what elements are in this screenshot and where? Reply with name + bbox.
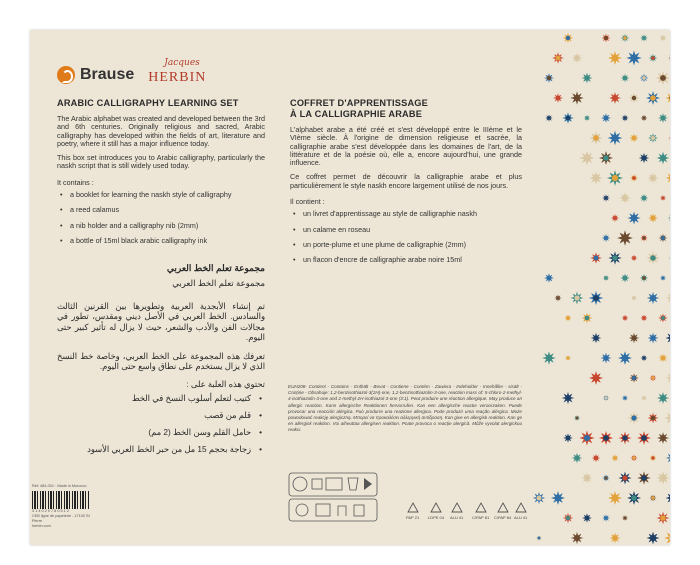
pattern-tile <box>606 169 624 187</box>
brause-wordmark: Brause <box>80 66 135 83</box>
pattern-tile <box>600 112 612 124</box>
french-title <box>290 98 522 120</box>
pattern-tile <box>579 150 596 167</box>
pattern-tile <box>640 354 649 363</box>
recycle-icon <box>406 502 419 520</box>
pattern-tile <box>649 374 658 383</box>
pattern-tile <box>601 233 611 243</box>
maker-line: CEB ligne de papeterie - 17100 St Pierre <box>32 514 90 523</box>
pattern-tile <box>543 72 555 84</box>
pattern-tile <box>640 394 648 402</box>
pattern-tile <box>561 111 574 124</box>
pattern-tile <box>570 291 585 306</box>
pattern-tile <box>646 171 659 184</box>
pattern-tile <box>659 194 667 202</box>
list-item: • un calame en roseau <box>290 226 522 234</box>
pattern-tile <box>665 331 671 346</box>
pattern-tile <box>541 350 557 366</box>
recycle-icon <box>494 502 511 520</box>
pattern-tile <box>667 213 670 223</box>
pattern-tile <box>543 272 555 284</box>
pattern-tile <box>665 451 670 465</box>
arabic-paragraph-2: تعرفك هذه المجموعة على الخط العربي، وخاصة خط النسخ الذي لا يزال يستخدم على نطاق واسع حتى اليوم. <box>57 350 265 372</box>
pattern-tile <box>607 130 624 147</box>
french-contains-label: Il contient : <box>290 197 325 207</box>
packaging-note: Ref: 484-001 · Made in Morocco <box>32 484 87 488</box>
pattern-tile <box>535 534 544 543</box>
pattern-tile <box>636 470 652 486</box>
pattern-tile <box>609 532 622 545</box>
pattern-tile <box>554 294 563 303</box>
pattern-tile <box>665 491 670 506</box>
pattern-tile <box>598 430 614 446</box>
pattern-tile <box>610 453 620 463</box>
pattern-tile <box>647 412 660 425</box>
pattern-tile <box>562 32 574 44</box>
pattern-tile <box>620 73 631 84</box>
pattern-tile <box>601 473 610 482</box>
english-paragraph-1: The Arabic alphabet was created and developed between the 3rd and 6th centuries. Originally religious and sacred, Arabic calligraphy has developed within the fields of art, literature and poetry, where it still has a major influence today. <box>57 114 265 148</box>
pattern-tile <box>607 50 623 66</box>
pattern-tile <box>665 371 670 385</box>
pattern-tile <box>571 52 583 64</box>
pattern-tile <box>630 254 639 263</box>
arabic-item-list <box>57 393 265 454</box>
pattern-tile <box>608 91 622 105</box>
pattern-tile <box>590 332 603 345</box>
pattern-tile <box>646 531 661 546</box>
arabic-section <box>57 262 265 461</box>
list-item: • كتيب لتعلم أسلوب النسخ في الخط <box>57 393 265 403</box>
pattern-tile <box>658 233 669 244</box>
recycle-label: C/PAP 84 <box>494 515 512 520</box>
pattern-tile <box>562 432 573 443</box>
sorting-pictogram-icon <box>288 472 378 522</box>
pattern-tile <box>573 414 581 422</box>
pattern-tile <box>628 372 639 383</box>
recycle-label: PAP 21 <box>406 515 420 520</box>
pattern-tile <box>589 251 603 265</box>
pattern-tile <box>602 274 611 283</box>
french-item-list <box>290 210 522 264</box>
pattern-tile <box>630 454 639 463</box>
recycle-label: LDPE 04 <box>428 515 445 520</box>
pattern-tile <box>581 512 593 524</box>
pattern-tile <box>621 314 630 323</box>
pattern-tile <box>602 394 610 402</box>
pattern-tile <box>657 112 669 124</box>
pattern-tile <box>625 49 642 66</box>
pattern-tile <box>656 511 670 526</box>
pattern-tile <box>664 410 671 427</box>
recycle-icon <box>428 502 444 520</box>
pattern-tile <box>620 273 631 284</box>
pattern-tile <box>667 133 670 142</box>
list-item: • a reed calamus <box>57 206 265 214</box>
pattern-tile <box>648 53 658 63</box>
pattern-tile <box>600 352 613 365</box>
brause-logo-icon <box>57 66 75 84</box>
pattern-tile <box>665 91 671 106</box>
product-box <box>30 30 670 545</box>
pattern-tile <box>645 250 661 266</box>
pattern-tile <box>580 471 593 484</box>
pattern-tile <box>578 429 595 446</box>
recycling-symbols <box>288 472 528 522</box>
pattern-tile <box>647 212 658 223</box>
pattern-tile <box>649 494 658 503</box>
pattern-tile <box>601 513 611 523</box>
french-paragraph-2: Ce coffret permet de découvrir la calligraphie arabe et plus particulièrement le style naskh encore largement utilisé de nos jours. <box>290 172 522 190</box>
pattern-tile <box>618 191 632 205</box>
pattern-tile <box>569 90 584 105</box>
english-contains-label: It contains : <box>57 177 94 187</box>
french-title-line-2: À LA CALLIGRAPHIE ARABE <box>290 109 423 119</box>
pattern-tile <box>626 210 641 225</box>
pattern-tile <box>544 113 554 123</box>
pattern-tile <box>640 114 649 123</box>
pattern-tile <box>629 173 639 183</box>
recycle-icon <box>450 502 463 520</box>
pattern-tile <box>532 491 546 505</box>
pattern-tile <box>655 470 670 485</box>
pattern-tile <box>618 431 633 446</box>
pattern-tile <box>617 470 632 485</box>
pattern-tile <box>628 92 641 105</box>
pattern-tile <box>617 350 633 366</box>
list-item: • زجاجة بحجم 15 مل من حبر الخط العربي الأسود <box>57 444 265 454</box>
pattern-tile <box>601 33 612 44</box>
pattern-tile <box>571 452 583 464</box>
pattern-tile <box>607 490 623 506</box>
pattern-tile <box>583 114 592 123</box>
barcode-area <box>32 484 92 529</box>
english-section <box>57 98 265 252</box>
pattern-tile <box>550 490 566 506</box>
barcode <box>32 491 90 509</box>
pattern-tile <box>639 313 648 322</box>
zellige-pattern <box>522 30 670 545</box>
pattern-tile <box>621 514 629 522</box>
pattern-tile <box>564 354 572 362</box>
recycle-label: C/PAP 81 <box>472 515 490 520</box>
pattern-tile <box>656 431 670 445</box>
list-item: • a bottle of 15ml black arabic calligraphy ink <box>57 237 265 245</box>
pattern-tile <box>627 411 642 426</box>
pattern-tile <box>630 294 638 302</box>
website: herbin.com <box>32 524 51 528</box>
pattern-tile <box>561 391 575 405</box>
pattern-tile <box>598 150 614 166</box>
pattern-tile <box>646 291 660 305</box>
pattern-tile <box>665 291 670 305</box>
pattern-tile <box>655 70 670 87</box>
pattern-tile <box>562 512 574 524</box>
pattern-tile <box>638 152 650 164</box>
french-section <box>290 98 522 272</box>
barcode-digits: 3 1 4 0 2 0 7 8 0 5 1 2 <box>32 509 69 513</box>
list-item: • a booklet for learning the naskh style of calligraphy <box>57 191 265 199</box>
pattern-tile <box>581 312 594 325</box>
pattern-tile <box>647 132 659 144</box>
pattern-tile <box>639 193 650 204</box>
pattern-tile <box>588 370 604 386</box>
pattern-tile <box>570 531 584 545</box>
pattern-tile <box>621 394 629 402</box>
pattern-tile <box>639 33 649 43</box>
pattern-tile <box>616 229 634 247</box>
pattern-tile <box>668 254 670 263</box>
pattern-tile <box>658 33 667 42</box>
pattern-tile <box>610 213 620 223</box>
pattern-tile <box>607 250 622 265</box>
pattern-tile <box>667 53 670 62</box>
pattern-tile <box>581 72 594 85</box>
recycle-icon <box>472 502 489 520</box>
pattern-tile <box>639 73 650 84</box>
english-paragraph-2: This box set introduces you to Arabic calligraphy, particularly the naskh script that is still widely used today. <box>57 153 265 171</box>
english-item-list <box>57 191 265 245</box>
pattern-tile <box>620 33 630 43</box>
pattern-tile <box>647 332 660 345</box>
pattern-tile <box>636 430 652 446</box>
pattern-tile <box>639 273 649 283</box>
pattern-tile <box>626 490 642 506</box>
allergen-warning: EUH208- Contient - Contains - Enthält - Bevat - Contiene - Contém - Zawiera - Indeholder - Innehåller - sisält - Conține - Obsahuje: 1,2-benzisothiazol-3(2H)-one, 1,2-benzisothiazolin-3-one, reaction mass of: 5-chloro-2-methyl-4-isothiazolin-3-one and 2-methyl-2H-isothiazol-3-one (3:1). Peut produire une réaction allergique. May produce an allergic reaction. Kann allergische Reaktionen hervorrufen. Kan een allergische reactie veroorzaken. Puede provocar una reacción alérgica. Può produrre una reazione allergica. Pode produzir uma reação alérgica. Może powodować reakcję alergiczną. Μπορεί να προκαλέσει αλλεργική αντίδραση. Kan give en allergisk reaktion. Kan ge en allergisk reaktion. Voi aiheuttaa allergisen reaktion. Poate provoca o reacție alergică. Může vyvolat alergickou reakci. <box>288 384 522 433</box>
arabic-subtitle: مجموعة تعلم الخط العربي <box>172 278 265 288</box>
english-title: ARABIC CALLIGRAPHY LEARNING SET <box>57 98 239 108</box>
french-title-line-1: COFFRET D'APPRENTISSAGE <box>290 98 428 108</box>
pattern-tile <box>552 92 564 104</box>
arabic-title: مجموعة تعلم الخط العربي <box>166 263 265 273</box>
brand-logos <box>57 58 212 88</box>
list-item: • حامل القلم وسن الخط (2 مم) <box>57 427 265 437</box>
pattern-tile <box>563 313 572 322</box>
pattern-tile <box>649 454 658 463</box>
list-item: • a nib holder and a calligraphy nib (2mm) <box>57 222 265 230</box>
pattern-tile <box>656 151 670 166</box>
pattern-tile <box>658 353 669 364</box>
pattern-tile <box>639 233 649 243</box>
pattern-tile <box>588 170 603 185</box>
recycle-label: ALU 41 <box>450 515 464 520</box>
list-item: • قلم من قصب <box>57 410 265 420</box>
pattern-tile <box>620 113 629 122</box>
herbin-logo <box>148 58 212 88</box>
pattern-tile <box>551 51 565 65</box>
french-paragraph-1: L'alphabet arabe a été créé et s'est développé entre le IIIème et le VIème siècle. À l'origine de dimension religieuse et sacrée, la calligraphie arabe s'est développée dans les domaines de l'art, de la littérature et de la poésie où, elle a, encore aujourd'hui, une grande influence. <box>290 125 522 168</box>
pattern-tile <box>588 290 604 306</box>
pattern-tile <box>588 130 603 145</box>
pattern-tile <box>656 391 670 405</box>
pattern-tile <box>663 529 670 545</box>
pattern-tile <box>665 171 670 186</box>
herbin-wordmark: HERBIN <box>148 70 207 85</box>
recycle-label: ALU 41 <box>514 515 528 520</box>
pattern-tile <box>645 90 661 106</box>
herbin-script: Jacques <box>164 58 200 68</box>
pattern-tile <box>601 193 611 203</box>
pattern-tile <box>657 312 668 323</box>
list-item: • un livret d'apprentissage au style de calligraphie naskh <box>290 210 522 218</box>
pattern-tile <box>659 274 667 282</box>
pattern-tile <box>629 133 640 144</box>
list-item: • un porte-plume et une plume de calligraphie (2mm) <box>290 241 522 249</box>
list-item: • un flacon d'encre de calligraphie arabe noire 15ml <box>290 256 522 264</box>
arabic-contains-label: تحتوي هذه العلبة على : <box>186 379 265 390</box>
arabic-paragraph-1: تم إنشاء الأبجدية العربية وتطويرها بين القرنين الثالث والسادس. الخط العربي في الأصل ديني ومقدس، تطور في مجالات الفن والأدب والشعر، حيث لا يزال له تأثير كبير حتى اليوم. <box>57 301 265 343</box>
pattern-tile <box>591 453 602 464</box>
pattern-tile <box>628 332 640 344</box>
